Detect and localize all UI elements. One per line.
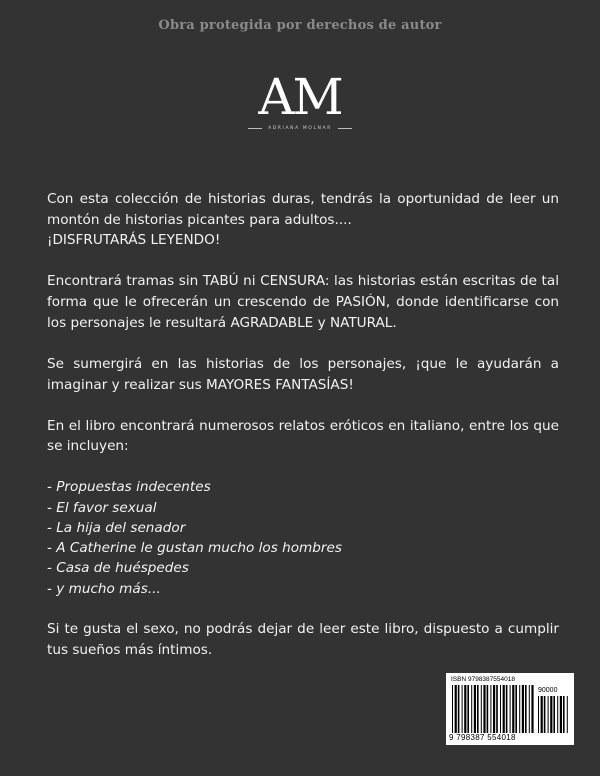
paragraph-intro-text: Con esta colección de historias duras, tendrás la oportunidad de leer un montón de historias picantes para adultos.... [47, 191, 559, 228]
story-list-item: - El favor sexual [47, 499, 157, 516]
story-list-item: - Casa de huéspedes [47, 560, 189, 577]
barcode-digits: 9 798387 554018 [449, 733, 516, 742]
paragraph-intro [47, 189, 559, 251]
paragraph-closing: Si te gusta el sexo, no podrás dejar de leer este libro, dispuesto a cumplir tus sueños más íntimos. [47, 621, 559, 658]
isbn-label: ISBN 9798387554018 [451, 676, 515, 683]
barcode-bar [490, 685, 491, 733]
barcode-bar [452, 685, 453, 733]
barcode-bar [529, 685, 530, 733]
logo-divider-right [338, 128, 352, 129]
barcode-bar [544, 696, 546, 733]
barcode-bar [563, 696, 565, 733]
logo-author-name: ADRIANA MOLNAR [268, 126, 332, 131]
barcode-bar [553, 696, 555, 733]
copyright-watermark-top: Obra protegida por derechos de autor [158, 18, 442, 33]
barcode-bar [519, 685, 520, 733]
paragraph-intro-exclamation: ¡DISFRUTARÁS LEYENDO! [47, 232, 221, 249]
barcode-bar [506, 685, 508, 733]
barcode-bar [496, 685, 498, 733]
barcode-bar [481, 685, 482, 733]
author-logo [240, 70, 360, 131]
story-list-item: - A Catherine le gustan mucho los hombres [47, 540, 342, 557]
logo-subtitle [240, 126, 360, 131]
story-list-item: - La hija del senador [47, 519, 186, 536]
barcode-bar [477, 685, 479, 733]
paragraph-plots: Encontrará tramas sin TABÚ ni CENSURA: las historias están escritas de tal forma que le ofrecerán un crescendo de PASIÓN, donde identificarse con los personajes le resultará AGRADABLE y NATURAL. [47, 273, 559, 331]
barcode-bar [462, 685, 463, 733]
barcode-bar [474, 685, 476, 733]
story-list-item: - Propuestas indecentes [47, 479, 211, 496]
barcode-bar [548, 696, 549, 733]
back-cover-blurb [47, 189, 559, 681]
paragraph-stories-intro: En el libro encontrará numerosos relatos eróticos en italiano, entre los que se incluyen: [47, 417, 559, 455]
paragraph-stories [47, 416, 559, 457]
barcode-bar [550, 696, 552, 733]
paragraph-immersion: Se sumergirá en las historias de los personajes, ¡que le ayudarán a imaginar y realizar sus MAYORES FANTASÍAS! [47, 355, 559, 393]
barcode-bar [455, 685, 457, 733]
logo-initials: AM [258, 68, 342, 126]
barcode-bar [522, 685, 524, 733]
barcode-bars [452, 685, 534, 733]
barcode-bar [512, 685, 514, 733]
barcode-bar [483, 685, 485, 733]
story-list [47, 477, 559, 599]
isbn-barcode [446, 673, 574, 745]
barcode-bar [493, 685, 495, 733]
barcode-bar [503, 685, 505, 733]
barcode-bar [464, 685, 466, 733]
barcode-bar [541, 696, 543, 733]
barcode-bar [531, 685, 533, 733]
barcode-bar [467, 685, 469, 733]
barcode-bar [471, 685, 472, 733]
barcode-bar [560, 696, 562, 733]
barcode-bar [458, 685, 460, 733]
barcode-bar [510, 685, 511, 733]
barcode-bar [500, 685, 501, 733]
barcode-bar [538, 696, 539, 733]
story-list-item: - y mucho más... [47, 580, 161, 597]
barcode-bar [525, 685, 527, 733]
barcode-bar [557, 696, 558, 733]
barcode-bar [567, 696, 568, 733]
price-code: 90000 [538, 687, 558, 694]
addon-barcode-bars [538, 696, 568, 733]
barcode-bar [487, 685, 489, 733]
barcode-bar [515, 685, 517, 733]
logo-divider-left [248, 128, 262, 129]
